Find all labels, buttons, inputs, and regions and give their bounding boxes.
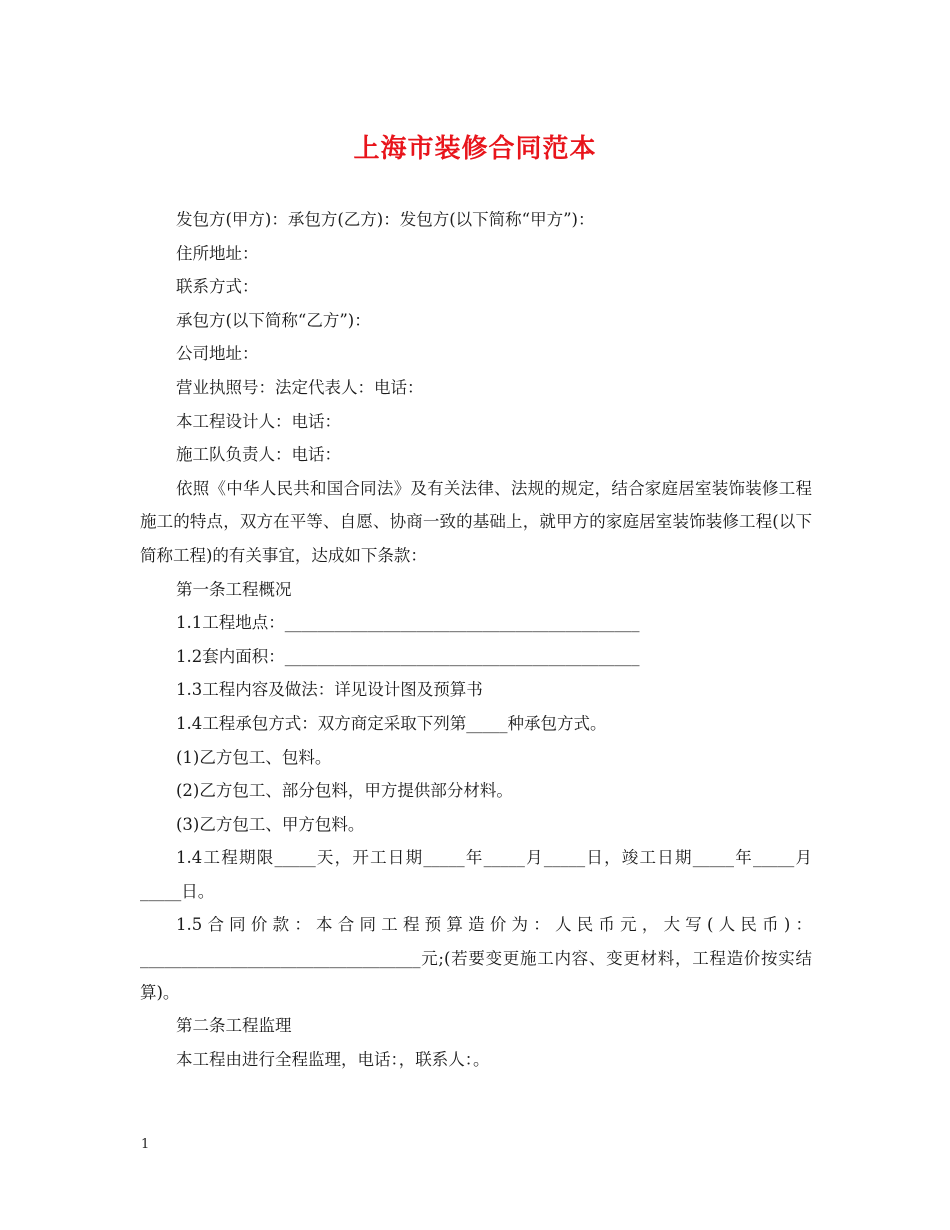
clause-1-2: 1.2套内面积：___________________________________________ bbox=[176, 646, 640, 666]
address-line: 住所地址： bbox=[176, 243, 259, 263]
page-number: 1 bbox=[141, 1137, 150, 1152]
designer-line: 本工程设计人：电话： bbox=[176, 411, 341, 431]
clause-1-4-period: 1.4工程期限_____天，开工日期_____年_____月_____日，竣工日期_____年_____月_____日。 bbox=[140, 848, 812, 901]
crew-leader-line: 施工队负责人：电话： bbox=[176, 445, 341, 465]
document-title: 上海市装修合同范本 bbox=[353, 134, 597, 164]
clause-1-5-price: 1.5合同价款：本合同工程预算造价为：人民币元，大写(人民币)：__________________________________元;(若要变更施工内容、变更材料，工程造价按实结算)。 bbox=[140, 915, 812, 1002]
article-1-heading: 第一条工程概况 bbox=[176, 579, 292, 599]
contact-line: 联系方式： bbox=[176, 277, 259, 297]
parties-line: 发包方(甲方)：承包方(乙方)：发包方(以下简称“甲方”)： bbox=[176, 210, 595, 229]
article-2-heading: 第二条工程监理 bbox=[176, 1016, 292, 1036]
license-line: 营业执照号：法定代表人：电话： bbox=[176, 377, 424, 397]
clause-1-1: 1.1工程地点：___________________________________________ bbox=[176, 613, 640, 633]
option-2: (2)乙方包工、部分包料，甲方提供部分材料。 bbox=[176, 781, 513, 801]
option-1: (1)乙方包工、包料。 bbox=[176, 747, 332, 767]
contract-body bbox=[140, 203, 812, 1076]
option-3: (3)乙方包工、甲方包料。 bbox=[176, 814, 365, 834]
preamble-paragraph: 依照《中华人民共和国合同法》及有关法律、法规的规定，结合家庭居室装饰装修工程施工的特点，双方在平等、自愿、协商一致的基础上，就甲方的家庭居室装饰装修工程(以下简称工程)的有关事宜，达成如下条款： bbox=[140, 478, 812, 565]
contractor-line: 承包方(以下简称“乙方”)： bbox=[176, 310, 371, 330]
clause-1-4-method: 1.4工程承包方式：双方商定采取下列第_____种承包方式。 bbox=[176, 713, 607, 733]
supervision-line: 本工程由进行全程监理，电话：，联系人：。 bbox=[176, 1049, 490, 1069]
clause-1-3: 1.3工程内容及做法：详见设计图及预算书 bbox=[176, 680, 483, 700]
company-address-line: 公司地址： bbox=[176, 344, 259, 364]
